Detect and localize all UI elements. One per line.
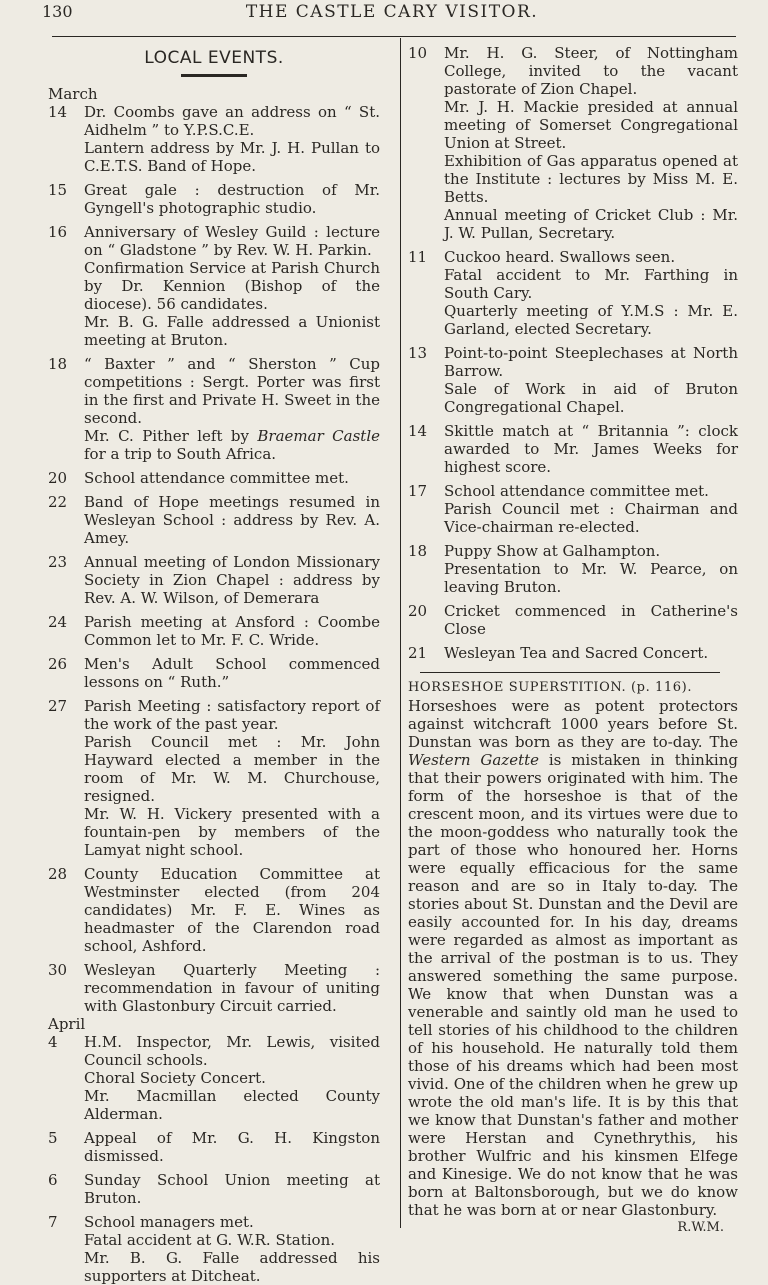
event-day: 6 (48, 1171, 58, 1189)
event-text (84, 553, 380, 607)
event-day: 15 (48, 181, 68, 199)
event-day: 23 (48, 553, 68, 571)
month-heading-march: March (48, 85, 98, 103)
event-day: 28 (48, 865, 68, 883)
event-entry (48, 865, 380, 955)
event-line: School attendance committee met. (444, 482, 709, 500)
event-entry (48, 961, 380, 1015)
event-day: 13 (408, 344, 428, 362)
event-line-text: for a trip to South Africa. (84, 445, 277, 463)
event-day: 14 (48, 103, 68, 121)
event-entry (48, 493, 380, 547)
event-text (444, 602, 738, 638)
event-line: School managers met. (84, 1213, 254, 1231)
event-entry (408, 602, 738, 638)
event-entry (408, 44, 738, 242)
column-divider (400, 38, 401, 1228)
april-events-left (48, 1033, 380, 1285)
event-text (84, 493, 380, 547)
event-text (84, 1033, 380, 1123)
page-header (42, 2, 742, 26)
event-line-text: Mr. C. Pither left by (84, 427, 258, 445)
event-line: Parish Council met : Chairman and Vice-chairman re-elected. (444, 500, 738, 536)
event-line: Annual meeting of Cricket Club : Mr. J. W. Pullan, Secretary. (444, 206, 738, 242)
page-title: THE CASTLE CARY VISITOR. (245, 2, 539, 22)
header-rule (52, 36, 736, 37)
event-entry (48, 1213, 380, 1285)
event-day: 16 (48, 223, 68, 241)
event-text (444, 44, 738, 242)
event-entry (48, 1033, 380, 1123)
event-entry (408, 482, 738, 536)
event-entry (48, 1129, 380, 1165)
event-text (84, 865, 380, 955)
event-line: Quarterly meeting of Y.M.S : Mr. E. Garland, elected Secretary. (444, 302, 738, 338)
event-line: Exhibition of Gas apparatus opened at the Institute : lectures by Miss M. E. Betts. (444, 152, 738, 206)
event-line: Parish meeting at Ansford : Coombe Common let to Mr. F. C. Wride. (84, 613, 380, 649)
event-line: Dr. Coombs gave an address on “ St. Aidhelm ” to Y.P.S.C.E. (84, 103, 380, 139)
event-line: Cricket commenced in Catherine's Close (444, 602, 738, 638)
event-line: Men's Adult School commenced lessons on “ Ruth.” (84, 655, 380, 691)
event-entry (408, 344, 738, 416)
event-line: Point-to-point Steeplechases at North Barrow. (444, 344, 738, 380)
event-text (444, 644, 738, 662)
event-text (444, 482, 738, 536)
event-day: 5 (48, 1129, 58, 1147)
event-text (444, 344, 738, 416)
event-line: Wesleyan Tea and Sacred Concert. (444, 644, 709, 662)
right-column (408, 40, 738, 1237)
event-text (84, 1129, 380, 1165)
event-line: Mr. W. H. Vickery presented with a fountain-pen by members of the Lamyat night school. (84, 805, 380, 859)
event-text (84, 655, 380, 691)
event-day: 21 (408, 644, 428, 662)
event-line: Band of Hope meetings resumed in Wesleyan School : address by Rev. A. Amey. (84, 493, 380, 547)
event-text (84, 1213, 380, 1285)
event-day: 14 (408, 422, 428, 440)
event-line: Mr. H. G. Steer, of Nottingham College, invited to the vacant pastorate of Zion Chapel. (444, 44, 738, 98)
event-line: Mr. B. G. Falle addressed his supporters at Ditcheat. (84, 1249, 380, 1285)
event-line: H.M. Inspector, Mr. Lewis, visited Council schools. (84, 1033, 380, 1069)
event-text (444, 422, 738, 476)
event-line: Choral Society Concert. (84, 1069, 266, 1087)
event-line: Lantern address by Mr. J. H. Pullan to C.E.T.S. Band of Hope. (84, 139, 380, 175)
ship-name: Braemar Castle (257, 427, 380, 445)
event-day: 22 (48, 493, 68, 511)
event-text (84, 697, 380, 859)
event-day: 30 (48, 961, 68, 979)
event-day: 26 (48, 655, 68, 673)
event-line: Wesleyan Quarterly Meeting : recommendation in favour of uniting with Glastonbury Circuit carried. (84, 961, 380, 1015)
event-day: 11 (408, 248, 428, 266)
event-text (84, 223, 380, 349)
event-entry (408, 644, 738, 662)
event-day: 18 (48, 355, 68, 373)
event-day: 17 (408, 482, 428, 500)
event-day: 27 (48, 697, 68, 715)
event-line: “ Baxter ” and “ Sherston ” Cup competitions : Sergt. Porter was first in the first and Private H. Sweet in the second. (84, 355, 380, 427)
event-entry (48, 613, 380, 649)
page-number: 130 (42, 2, 73, 21)
event-entry (408, 422, 738, 476)
event-text (84, 613, 380, 649)
event-text (84, 1171, 380, 1207)
event-line: Cuckoo heard. Swallows seen. (444, 248, 676, 266)
event-day: 24 (48, 613, 68, 631)
event-entry (48, 553, 380, 607)
event-day: 20 (408, 602, 428, 620)
event-line: Appeal of Mr. G. H. Kingston dismissed. (84, 1129, 380, 1165)
event-line: Mr. J. H. Mackie presided at annual meeting of Somerset Congregational Union at Street. (444, 98, 738, 152)
event-entry (48, 469, 380, 487)
event-entry (48, 1171, 380, 1207)
event-line: Skittle match at “ Britannia ”: clock awarded to Mr. James Weeks for highest score. (444, 422, 738, 476)
title-rule (181, 74, 247, 77)
event-day: 20 (48, 469, 68, 487)
article-body-start: Horseshoes were as potent protectors against witchcraft 1000 years before St. Dunstan was born as they are to-day. The (408, 697, 738, 751)
event-line (84, 427, 380, 463)
event-line: Annual meeting of London Missionary Society in Zion Chapel : address by Rev. A. W. Wilson, of Demerara (84, 553, 380, 607)
article-rule (420, 672, 720, 673)
event-line: Presentation to Mr. W. Pearce, on leaving Bruton. (444, 560, 738, 596)
event-line: School attendance committee met. (84, 469, 349, 487)
event-text (444, 248, 738, 338)
event-line: Mr. B. G. Falle addressed a Unionist meeting at Bruton. (84, 313, 380, 349)
event-line: Sale of Work in aid of Bruton Congregational Chapel. (444, 380, 738, 416)
event-text (84, 355, 380, 463)
event-entry (48, 223, 380, 349)
month-heading-april: April (48, 1015, 86, 1033)
event-entry (408, 542, 738, 596)
article-signature: R.W.M. (677, 1220, 724, 1235)
event-day: 7 (48, 1213, 58, 1231)
event-entry (48, 103, 380, 175)
event-text (444, 542, 738, 596)
event-line: Fatal accident at G. W.R. Station. (84, 1231, 335, 1249)
event-line: Puppy Show at Galhampton. (444, 542, 661, 560)
event-text (84, 181, 380, 217)
article-title: HORSESHOE SUPERSTITION. (p. 116). (408, 680, 693, 695)
event-text (84, 961, 380, 1015)
event-line: Sunday School Union meeting at Bruton. (84, 1171, 380, 1207)
event-day: 18 (408, 542, 428, 560)
event-text (84, 103, 380, 175)
event-entry (48, 181, 380, 217)
left-column (48, 40, 380, 1285)
event-line: County Education Committee at Westminster elected (from 204 candidates) Mr. F. E. Wines as headmaster of the Clarendon road school, Ashford. (84, 865, 380, 955)
event-line: Mr. Macmillan elected County Alderman. (84, 1087, 380, 1123)
event-line: Great gale : destruction of Mr. Gyngell's photographic studio. (84, 181, 380, 217)
event-text (84, 469, 380, 487)
event-entry (48, 697, 380, 859)
event-line: Parish Meeting : satisfactory report of the work of the past year. (84, 697, 380, 733)
event-line: Parish Council met : Mr. John Hayward elected a member in the room of Mr. W. M. Churchouse, resigned. (84, 733, 380, 805)
march-events (48, 103, 380, 1015)
event-line: Confirmation Service at Parish Church by Dr. Kennion (Bishop of the diocese). 56 candidates. (84, 259, 380, 313)
article-body-rest: is mistaken in thinking that their powers originated with him. The form of the horseshoe is that of the crescent moon, and its virtues were due to the moon-goddess who naturally took the part of those who honoured her. Horns were equally efficacious for the same reason and are so in Italy to-day. The stories about St. Dunstan and the Devil are easily accounted for. In his day, dreams were regarded as almost as important as the arrival of the postman is to us. They answered something the same purpose. We know that when Dunstan was a venerable and saintly old man he used to tell stories of his childhood to the children of his household. He naturally told them those of his dreams which had been most vivid. One of the children when he grew up wrote the old man's life. It is by this that we know that Dunstan's father and mother were Herstan and Cynethrythis, his brother Wulfric and his kinsmen Elfege and Kinesige. We do not know that he was born at Baltonsborough, but we do know that he was born at or near Glastonbury. (408, 751, 738, 1219)
event-entry (48, 655, 380, 691)
event-entry (48, 355, 380, 463)
event-entry (408, 248, 738, 338)
event-line: Anniversary of Wesley Guild : lecture on “ Gladstone ” by Rev. W. H. Parkin. (84, 223, 380, 259)
event-line: Fatal accident to Mr. Farthing in South Cary. (444, 266, 738, 302)
newspaper-name: Western Gazette (408, 751, 539, 769)
article-body (408, 697, 738, 1219)
april-events-right (408, 44, 738, 662)
event-day: 4 (48, 1033, 58, 1051)
event-day: 10 (408, 44, 428, 62)
section-title: LOCAL EVENTS. (144, 48, 284, 68)
